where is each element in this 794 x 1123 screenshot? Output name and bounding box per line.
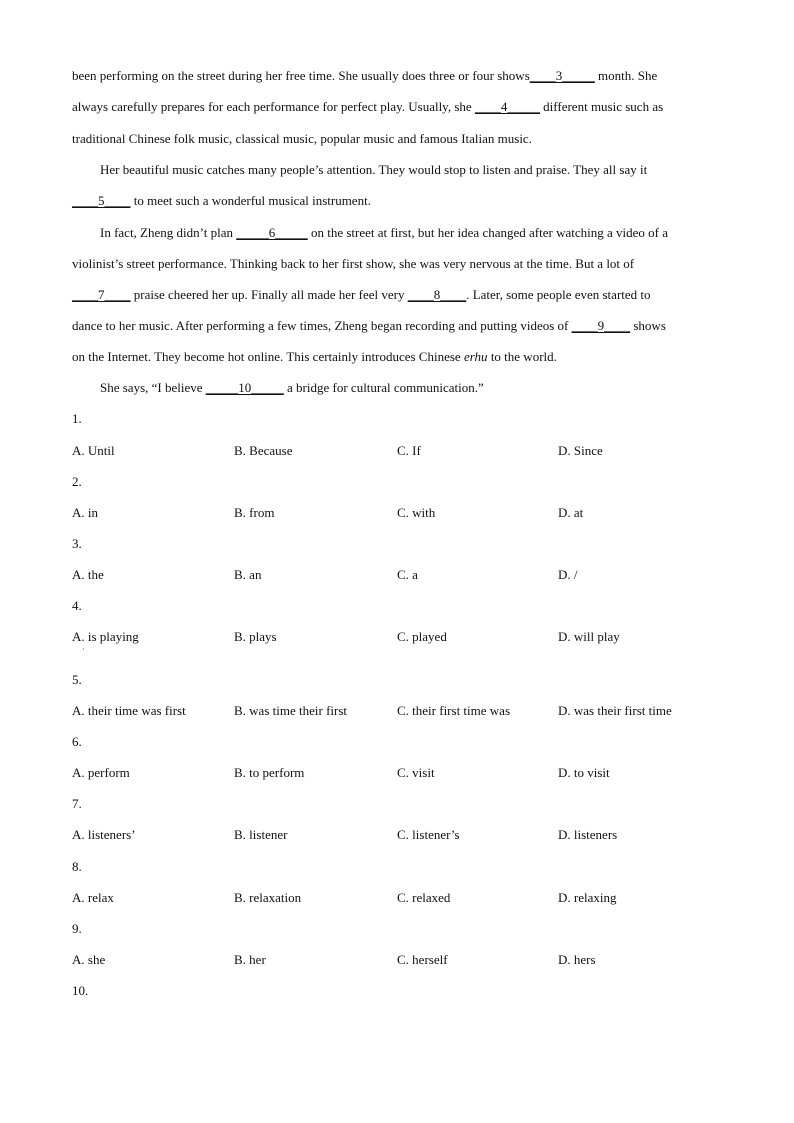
passage-line	[72, 193, 722, 209]
question-number: 7.	[72, 796, 82, 811]
option-c[interactable]: C. visit	[397, 765, 435, 780]
option-d[interactable]: D. will play	[558, 629, 620, 644]
option-d[interactable]: D. relaxing	[558, 890, 617, 905]
passage-text: dance to her music. After performing a few times, Zheng began recording and putting videos of	[72, 318, 572, 333]
passage-text: to the world.	[487, 349, 557, 364]
passage-line	[72, 318, 722, 334]
blank-3: ____3_____	[529, 68, 595, 83]
option-a[interactable]: A. the	[72, 567, 104, 582]
passage-text: month. She	[594, 68, 658, 83]
question-number: 10.	[72, 983, 89, 998]
passage-text: praise cheered her up. Finally all made her feel very	[130, 287, 408, 302]
option-b[interactable]: B. to perform	[234, 765, 305, 780]
option-a[interactable]: A. relax	[72, 890, 114, 905]
question-number: 2.	[72, 474, 82, 489]
option-a[interactable]: A. Until	[72, 443, 115, 458]
blank-4: ____4_____	[474, 99, 540, 114]
option-d[interactable]: D. at	[558, 505, 584, 520]
blank-9: ____9____	[571, 318, 631, 333]
option-c[interactable]: C. their first time was	[397, 703, 511, 718]
blank-10: _____10_____	[205, 380, 284, 395]
option-a[interactable]: A. their time was first	[72, 703, 186, 718]
passage-text: on the street at first, but her idea changed after watching a video of a	[307, 225, 668, 240]
option-c[interactable]: C. played	[397, 629, 447, 644]
option-b[interactable]: B. was time their first	[234, 703, 348, 718]
passage-text: different music such as	[539, 99, 664, 114]
option-a[interactable]: A. listeners’	[72, 827, 136, 842]
passage-line	[72, 287, 722, 303]
option-c[interactable]: C. If	[397, 443, 421, 458]
option-d[interactable]: D. /	[558, 567, 578, 582]
option-b[interactable]: B. plays	[234, 629, 277, 644]
passage-text: on the Internet. They become hot online. This certainly introduces Chinese	[72, 349, 464, 364]
passage-line	[72, 68, 722, 84]
erhu-italic: erhu	[463, 349, 488, 364]
passage-line	[72, 349, 722, 365]
blank-6: _____6_____	[236, 225, 308, 240]
option-d[interactable]: D. to visit	[558, 765, 610, 780]
option-d[interactable]: D. hers	[558, 952, 596, 967]
option-b[interactable]: B. from	[234, 505, 275, 520]
question-number: 5.	[72, 672, 82, 687]
question-number: 4.	[72, 598, 82, 613]
option-c[interactable]: C. relaxed	[397, 890, 451, 905]
passage-line: violinist’s street performance. Thinking back to her first show, she was very nervous at the time. But a lot of	[72, 256, 635, 271]
passage-line: Her beautiful music catches many people’s attention. They would stop to listen and praise. They all say it	[100, 162, 648, 177]
passage-text: shows	[630, 318, 666, 333]
passage-text: to meet such a wonderful musical instrument.	[130, 193, 371, 208]
option-b[interactable]: B. relaxation	[234, 890, 302, 905]
option-c[interactable]: C. with	[397, 505, 436, 520]
option-a[interactable]: A. in	[72, 505, 98, 520]
question-number: 3.	[72, 536, 82, 551]
blank-5: ____5____	[72, 193, 131, 208]
passage-text: a bridge for cultural communication.”	[283, 380, 484, 395]
question-number: 9.	[72, 921, 82, 936]
option-b[interactable]: B. an	[234, 567, 262, 582]
passage-line	[100, 380, 720, 396]
passage-text: always carefully prepares for each performance for perfect play. Usually, she	[72, 99, 475, 114]
blank-8: ____8____	[407, 287, 467, 302]
option-d[interactable]: D. was their first time	[558, 703, 672, 718]
blank-7: ____7____	[72, 287, 131, 302]
option-a[interactable]: A. she	[72, 952, 106, 967]
option-b[interactable]: B. Because	[234, 443, 293, 458]
passage-text: been performing on the street during her free time. She usually does three or four shows	[72, 68, 530, 83]
option-d[interactable]: D. listeners	[558, 827, 618, 842]
passage-text: In fact, Zheng didn’t plan	[100, 225, 237, 240]
option-a[interactable]: A. perform	[72, 765, 130, 780]
option-b[interactable]: B. listener	[234, 827, 288, 842]
passage-line	[72, 99, 722, 115]
stray-dot: ·	[82, 645, 85, 654]
option-d[interactable]: D. Since	[558, 443, 603, 458]
passage-text: . Later, some people even started to	[466, 287, 651, 302]
option-a[interactable]: A. is playing	[72, 629, 139, 644]
passage-line	[100, 225, 720, 241]
question-number: 8.	[72, 859, 82, 874]
option-c[interactable]: C. listener’s	[397, 827, 460, 842]
option-c[interactable]: C. a	[397, 567, 418, 582]
passage-text: She says, “I believe	[100, 380, 206, 395]
option-c[interactable]: C. herself	[397, 952, 448, 967]
question-number: 1.	[72, 411, 82, 426]
question-number: 6.	[72, 734, 82, 749]
passage-line: traditional Chinese folk music, classical music, popular music and famous Italian music.	[72, 131, 532, 146]
option-b[interactable]: B. her	[234, 952, 266, 967]
